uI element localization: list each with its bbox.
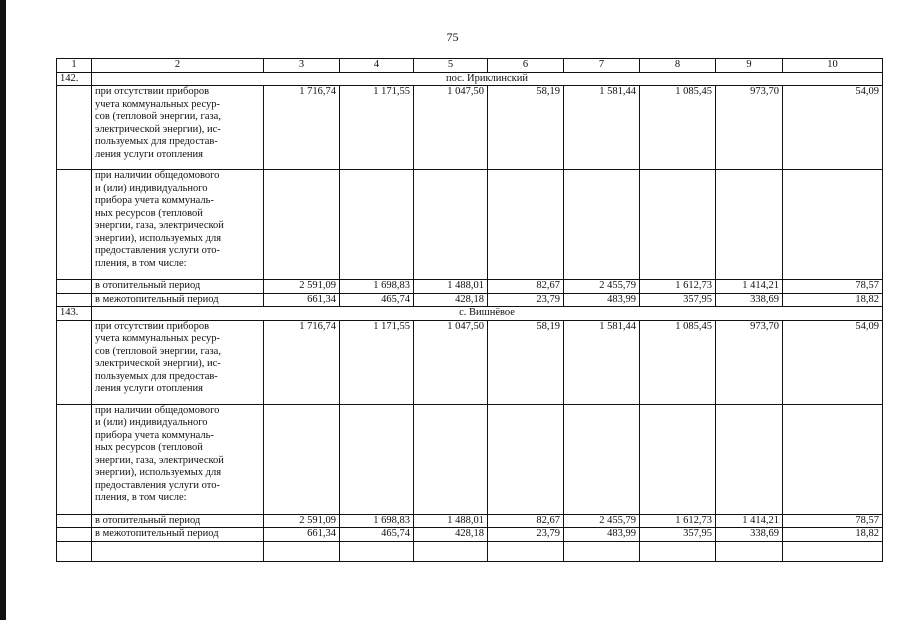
value-cell: 18,82 <box>783 528 883 542</box>
table-row <box>57 528 883 542</box>
column-header: 5 <box>414 59 488 73</box>
value-cell: 78,57 <box>783 514 883 528</box>
empty-cell <box>564 404 640 514</box>
empty-cell <box>716 170 783 280</box>
empty-cell <box>340 541 414 561</box>
index-spacer-cell <box>57 293 92 307</box>
empty-cell <box>640 170 716 280</box>
value-cell: 1 716,74 <box>264 320 340 404</box>
empty-cell <box>488 541 564 561</box>
column-header: 3 <box>264 59 340 73</box>
column-header: 9 <box>716 59 783 73</box>
description-line: и (или) индивидуального <box>95 417 208 428</box>
value-cell: 1 171,55 <box>340 86 414 170</box>
empty-cell <box>640 404 716 514</box>
value-cell: 465,74 <box>340 528 414 542</box>
row-description <box>92 320 264 404</box>
period-label: в отопительный период <box>92 280 264 294</box>
value-cell: 1 581,44 <box>564 86 640 170</box>
description-line: учета коммунальных ресур- <box>95 333 220 344</box>
value-cell: 661,34 <box>264 293 340 307</box>
index-spacer-cell <box>57 404 92 514</box>
empty-cell <box>414 404 488 514</box>
empty-cell <box>57 541 92 561</box>
description-line: пления, в том числе: <box>95 492 187 503</box>
description-line: пользуемых для предостав- <box>95 370 218 382</box>
value-cell: 428,18 <box>414 528 488 542</box>
value-cell: 661,34 <box>264 528 340 542</box>
column-header: 2 <box>92 59 264 73</box>
description-line: ных ресурсов (тепловой <box>95 442 203 453</box>
table-row <box>57 293 883 307</box>
index-spacer-cell <box>57 320 92 404</box>
period-label: в межотопительный период <box>92 528 264 542</box>
column-header: 6 <box>488 59 564 73</box>
index-spacer-cell <box>57 528 92 542</box>
column-header: 7 <box>564 59 640 73</box>
empty-cell <box>264 541 340 561</box>
description-line: энергии, газа, электрической <box>95 220 224 231</box>
description-line: предоставления услуги ото- <box>95 245 220 256</box>
value-cell: 1 488,01 <box>414 280 488 294</box>
description-line: при отсутствии приборов <box>95 86 210 97</box>
value-cell: 1 047,50 <box>414 320 488 404</box>
table-row <box>57 404 883 514</box>
description-line: энергии), используемых для <box>95 467 222 478</box>
value-cell: 483,99 <box>564 293 640 307</box>
value-cell: 357,95 <box>640 293 716 307</box>
table-row <box>57 86 883 170</box>
value-cell: 465,74 <box>340 293 414 307</box>
value-cell: 1 698,83 <box>340 280 414 294</box>
value-cell: 78,57 <box>783 280 883 294</box>
description-line: сов (тепловой энергии, газа, <box>95 111 221 122</box>
period-label: в межотопительный период <box>92 293 264 307</box>
description-line: энергии, газа, электрической <box>95 454 224 466</box>
description-line: при наличии общедомового <box>95 170 220 181</box>
description-line: пользуемых для предостав- <box>95 136 218 147</box>
spacer-row <box>57 541 883 561</box>
value-cell: 1 488,01 <box>414 514 488 528</box>
value-cell: 1 414,21 <box>716 514 783 528</box>
locality-name: с. Вишнёвое <box>92 307 883 321</box>
description-line: пления, в том числе: <box>95 257 187 269</box>
empty-cell <box>92 541 264 561</box>
value-cell: 1 171,55 <box>340 320 414 404</box>
description-line: и (или) индивидуального <box>95 182 208 194</box>
description-line: прибора учета коммуналь- <box>95 429 214 441</box>
empty-cell <box>414 170 488 280</box>
value-cell: 1 085,45 <box>640 320 716 404</box>
locality-row <box>57 72 883 86</box>
empty-cell <box>264 404 340 514</box>
value-cell: 1 414,21 <box>716 280 783 294</box>
description-line: учета коммунальных ресур- <box>95 98 220 110</box>
value-cell: 357,95 <box>640 528 716 542</box>
empty-cell <box>564 541 640 561</box>
table-row <box>57 280 883 294</box>
value-cell: 54,09 <box>783 86 883 170</box>
column-number-row <box>57 59 883 73</box>
table-row <box>57 514 883 528</box>
description-line: при наличии общедомового <box>95 404 220 416</box>
description-line: прибора учета коммуналь- <box>95 195 214 206</box>
row-index: 142. <box>57 72 92 86</box>
page-edge-bar <box>0 0 6 620</box>
period-label: в отопительный период <box>92 514 264 528</box>
row-index: 143. <box>57 307 92 321</box>
description-line: электрической энергии), ис- <box>95 358 221 369</box>
value-cell: 23,79 <box>488 293 564 307</box>
locality-name: пос. Ириклинский <box>92 72 883 86</box>
column-header: 1 <box>57 59 92 73</box>
value-cell: 54,09 <box>783 320 883 404</box>
description-line: ления услуги отопления <box>95 148 203 160</box>
value-cell: 428,18 <box>414 293 488 307</box>
value-cell: 58,19 <box>488 86 564 170</box>
value-cell: 1 047,50 <box>414 86 488 170</box>
value-cell: 338,69 <box>716 528 783 542</box>
tariff-table <box>56 58 883 562</box>
value-cell: 1 698,83 <box>340 514 414 528</box>
value-cell: 973,70 <box>716 320 783 404</box>
empty-cell <box>264 170 340 280</box>
description-line: при отсутствии приборов <box>95 320 210 332</box>
index-spacer-cell <box>57 280 92 294</box>
value-cell: 18,82 <box>783 293 883 307</box>
value-cell: 58,19 <box>488 320 564 404</box>
value-cell: 1 612,73 <box>640 514 716 528</box>
description-line: энергии), используемых для <box>95 232 222 244</box>
empty-cell <box>783 541 883 561</box>
description-line: электрической энергии), ис- <box>95 123 221 135</box>
empty-cell <box>564 170 640 280</box>
table-body <box>57 59 883 562</box>
locality-row <box>57 307 883 321</box>
value-cell: 483,99 <box>564 528 640 542</box>
value-cell: 1 085,45 <box>640 86 716 170</box>
empty-cell <box>340 170 414 280</box>
row-description <box>92 86 264 170</box>
row-description <box>92 404 264 514</box>
value-cell: 1 716,74 <box>264 86 340 170</box>
value-cell: 23,79 <box>488 528 564 542</box>
index-spacer-cell <box>57 170 92 280</box>
column-header: 8 <box>640 59 716 73</box>
value-cell: 973,70 <box>716 86 783 170</box>
empty-cell <box>488 404 564 514</box>
value-cell: 2 455,79 <box>564 280 640 294</box>
value-cell: 82,67 <box>488 514 564 528</box>
index-spacer-cell <box>57 86 92 170</box>
value-cell: 2 455,79 <box>564 514 640 528</box>
description-line: ления услуги отопления <box>95 383 203 394</box>
empty-cell <box>340 404 414 514</box>
table-row <box>57 320 883 404</box>
empty-cell <box>488 170 564 280</box>
table-row <box>57 170 883 280</box>
empty-cell <box>414 541 488 561</box>
row-description <box>92 170 264 280</box>
description-line: ных ресурсов (тепловой <box>95 207 203 219</box>
value-cell: 2 591,09 <box>264 514 340 528</box>
empty-cell <box>716 541 783 561</box>
value-cell: 82,67 <box>488 280 564 294</box>
empty-cell <box>783 170 883 280</box>
value-cell: 338,69 <box>716 293 783 307</box>
empty-cell <box>640 541 716 561</box>
value-cell: 1 612,73 <box>640 280 716 294</box>
empty-cell <box>716 404 783 514</box>
value-cell: 2 591,09 <box>264 280 340 294</box>
value-cell: 1 581,44 <box>564 320 640 404</box>
empty-cell <box>783 404 883 514</box>
index-spacer-cell <box>57 514 92 528</box>
page-number: 75 <box>446 30 459 44</box>
column-header: 4 <box>340 59 414 73</box>
description-line: предоставления услуги ото- <box>95 479 220 491</box>
column-header: 10 <box>783 59 883 73</box>
description-line: сов (тепловой энергии, газа, <box>95 345 221 357</box>
